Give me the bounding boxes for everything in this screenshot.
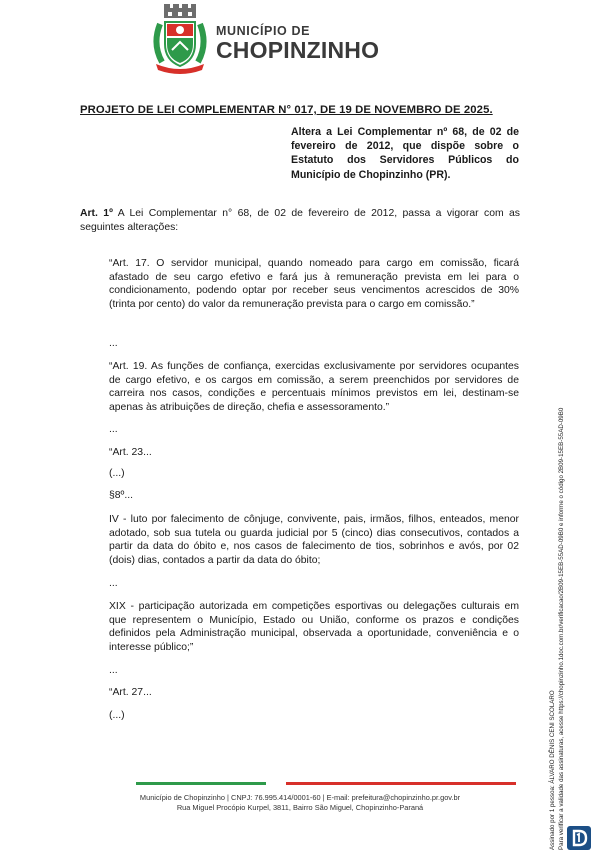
footer-contact: Município de Chopinzinho | CNPJ: 76.995.414/0001-60 | E-mail: prefeitura@chopinzinho.pr.gov.br bbox=[139, 793, 461, 802]
paragraph-section-8: §8º... bbox=[109, 490, 134, 501]
article-1-text: A Lei Complementar n° 68, de 02 de fevereiro de 2012, passa a vigorar com as seguintes alterações: bbox=[80, 208, 520, 233]
signature-verification bbox=[548, 408, 566, 850]
paragraph-omission: (...) bbox=[109, 468, 125, 479]
article-1 bbox=[80, 207, 520, 234]
paragraph-ellipsis: ... bbox=[109, 578, 118, 589]
paragraph-item-iv: IV - luto por falecimento de cônjuge, convivente, pais, irmãos, filhos, enteados, menor adotado, sob sua tutela ou guarda judicial por 5 (cinco) dias consecutivos, contados a partir da data do óbito e, nos casos de falecimento de tios, sobrinhos e avós, por 02 (dois) dias, contados a partir da data do óbito; bbox=[109, 514, 519, 566]
paragraph-ellipsis: ... bbox=[109, 338, 118, 349]
signature-verify-link[interactable]: Para verificar a validade das assinaturas, acesse https://chopinzinho.1doc.com.br/verificacao/2B09-15EB-55AD-09B0 e informe o código 2B09-15EB-55AD-09B0 bbox=[558, 407, 565, 850]
paragraph-art-19: “Art. 19. As funções de confiança, exercidas exclusivamente por servidores ocupantes de cargo efetivo, e os cargos em comissão, a serem preenchidos por servidores de carreira nos casos, condições e percentuais mínimos previstos em lei, destinam-se apenas às atribuições de direção, chefia e assessoramento.” bbox=[109, 361, 519, 413]
document-title: PROJETO DE LEI COMPLEMENTAR N° 017, DE 19 DE NOVEMBRO DE 2025. bbox=[80, 104, 493, 116]
signature-signed-by: Assinado por 1 pessoa: ÁLVARO DÊNIS CENI SCOLARO bbox=[549, 690, 556, 850]
coat-of-arms-icon bbox=[150, 4, 210, 74]
paragraph-omission: (...) bbox=[109, 710, 125, 721]
paragraph-art-17: “Art. 17. O servidor municipal, quando nomeado para cargo em comissão, ficará afastado de seu cargo efetivo e fará jus à remuneração prevista em lei para o condicionamento, podendo optar por receber seus vencimentos acrescidos de 30% (trinta por cento) do valor da remuneração prevista para o cargo em comissão.” bbox=[109, 258, 519, 310]
paragraph-item-xix: XIX - participação autorizada em competições esportivas ou delegações culturais em que representem o Município, Estado ou União, conforme os prazos e condições definidos pela Administração municipal, observada a oportunidade, conveniência e o interesse público;” bbox=[109, 601, 519, 653]
article-1-label: Art. 1º bbox=[80, 208, 113, 219]
logo-municipio-text: MUNICÍPIO DE bbox=[216, 24, 311, 38]
paragraph-art-27: “Art. 27... bbox=[109, 687, 152, 698]
municipal-logo bbox=[150, 4, 390, 74]
logo-city-name: CHOPINZINHO bbox=[216, 37, 380, 63]
1doc-logo-icon bbox=[567, 826, 591, 850]
document-summary: Altera a Lei Complementar nº 68, de 02 de fevereiro de 2012, que dispõe sobre o Estatuto dos Servidores Públicos do Município de Chopinzinho (PR). bbox=[291, 126, 519, 181]
paragraph-ellipsis: ... bbox=[109, 665, 118, 676]
footer-address: Rua Miguel Procópio Kurpel, 3811, Bairro São Miguel, Chopinzinho-Paraná bbox=[176, 803, 424, 812]
footer-divider bbox=[136, 782, 516, 785]
paragraph-ellipsis: ... bbox=[109, 424, 118, 435]
paragraph-art-23: “Art. 23... bbox=[109, 447, 152, 458]
